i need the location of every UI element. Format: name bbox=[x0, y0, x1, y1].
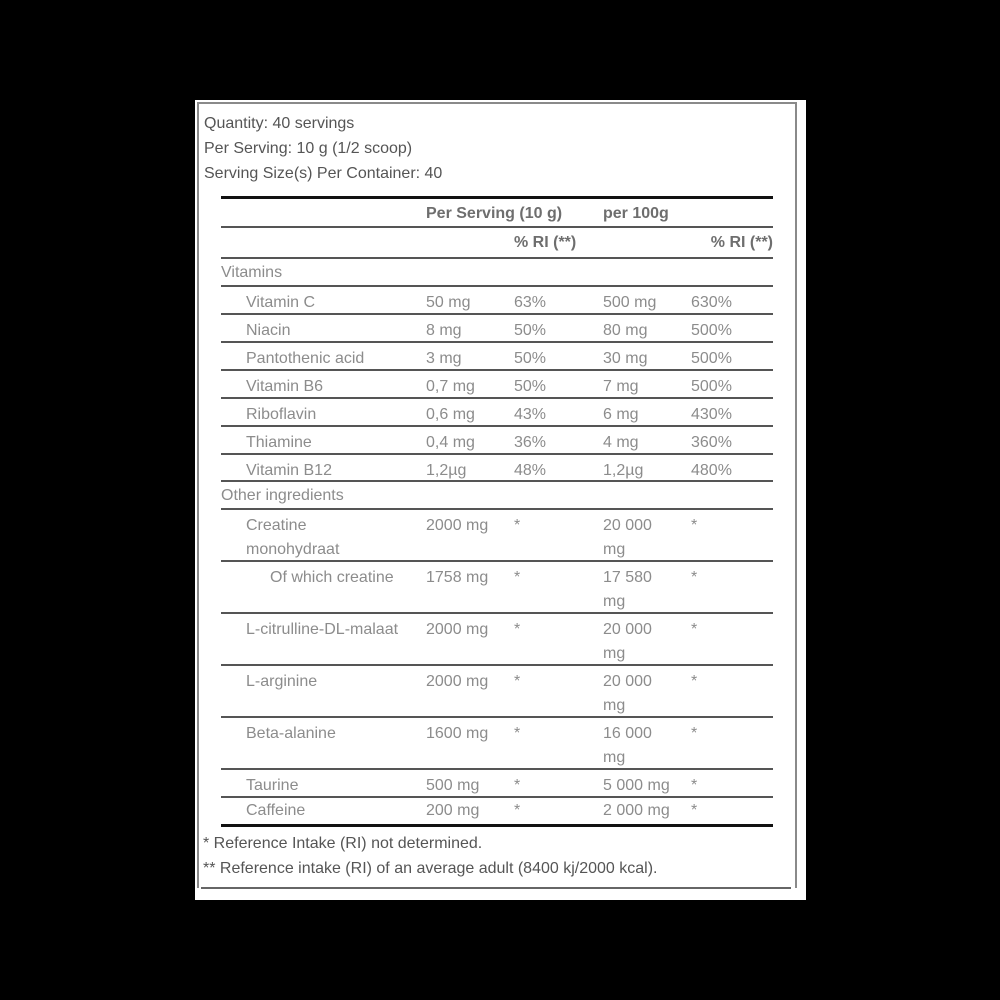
per-100g-value: 16 000 mg bbox=[603, 725, 652, 766]
table-row bbox=[221, 315, 773, 343]
column-header-per-100g: per 100g bbox=[603, 205, 669, 222]
ri-serving-value: * bbox=[514, 569, 521, 586]
section-header-other-ingredients bbox=[221, 482, 773, 510]
ri-100g-value: * bbox=[691, 569, 698, 586]
ri-serving-value: * bbox=[514, 517, 521, 534]
ri-100g-value: * bbox=[691, 777, 698, 794]
per-serving-value: 2000 mg bbox=[426, 621, 489, 638]
per-100g-value: 17 580 mg bbox=[603, 569, 652, 610]
column-header-ri-serving: % RI (**) bbox=[514, 234, 577, 251]
per-serving-value: 1758 mg bbox=[426, 569, 489, 586]
footnote-ri-not-determined: * Reference Intake (RI) not determined. bbox=[203, 835, 483, 852]
ri-serving-value: 50% bbox=[514, 322, 547, 339]
table-row bbox=[221, 343, 773, 371]
ingredient-name: Caffeine bbox=[246, 802, 306, 819]
per-serving-value: 500 mg bbox=[426, 777, 480, 794]
ri-100g-value: 500% bbox=[691, 378, 732, 395]
ri-serving-value: * bbox=[514, 673, 521, 690]
ri-100g-value: * bbox=[691, 725, 698, 742]
per-serving-value: 8 mg bbox=[426, 322, 462, 339]
table-header-row bbox=[221, 196, 773, 228]
section-title: Other ingredients bbox=[221, 487, 344, 504]
column-header-per-serving: Per Serving (10 g) bbox=[426, 205, 563, 222]
per-100g-value: 20 000 mg bbox=[603, 621, 652, 662]
column-header-ri-100g: % RI (**) bbox=[710, 234, 773, 251]
ri-serving-value: 63% bbox=[514, 294, 547, 311]
per-serving-value: 0,4 mg bbox=[426, 434, 475, 451]
ri-100g-value: 430% bbox=[691, 406, 732, 423]
per-serving-text: Per Serving: 10 g (1/2 scoop) bbox=[204, 140, 413, 157]
ri-100g-value: 360% bbox=[691, 434, 732, 451]
table-row bbox=[221, 371, 773, 399]
per-100g-value: 500 mg bbox=[603, 294, 657, 311]
ri-serving-value: * bbox=[514, 725, 521, 742]
ingredient-name: Vitamin B6 bbox=[246, 378, 324, 395]
per-serving-value: 2000 mg bbox=[426, 673, 489, 690]
section-header-vitamins bbox=[221, 259, 773, 287]
section-title: Vitamins bbox=[221, 264, 283, 281]
table-row bbox=[221, 798, 773, 827]
ingredient-name: Riboflavin bbox=[246, 406, 317, 423]
per-100g-value: 1,2µg bbox=[603, 462, 644, 479]
per-100g-value: 6 mg bbox=[603, 406, 639, 423]
ingredient-name: Creatine monohydraat bbox=[246, 517, 340, 558]
per-100g-value: 20 000 mg bbox=[603, 517, 652, 558]
per-serving-value: 2000 mg bbox=[426, 517, 489, 534]
ri-serving-value: * bbox=[514, 621, 521, 638]
ingredient-name: L-arginine bbox=[246, 673, 318, 690]
ri-100g-value: * bbox=[691, 621, 698, 638]
ri-serving-value: 50% bbox=[514, 378, 547, 395]
ingredient-name: Niacin bbox=[246, 322, 291, 339]
ri-100g-value: 480% bbox=[691, 462, 732, 479]
ri-serving-value: * bbox=[514, 802, 521, 819]
table-row bbox=[221, 510, 773, 562]
table-row bbox=[221, 666, 773, 718]
ri-serving-value: 50% bbox=[514, 350, 547, 367]
per-100g-value: 5 000 mg bbox=[603, 777, 670, 794]
ingredient-name: Thiamine bbox=[246, 434, 312, 451]
table-row bbox=[221, 614, 773, 666]
per-serving-value: 1600 mg bbox=[426, 725, 489, 742]
nutrition-label-panel bbox=[195, 100, 806, 900]
footnote-ri-average-adult: ** Reference intake (RI) of an average adult (8400 kj/2000 kcal). bbox=[203, 860, 658, 877]
ingredient-name: Taurine bbox=[246, 777, 299, 794]
ingredient-name: Pantothenic acid bbox=[246, 350, 365, 367]
per-serving-value: 0,7 mg bbox=[426, 378, 475, 395]
table-row bbox=[221, 427, 773, 455]
per-serving-value: 1,2µg bbox=[426, 462, 467, 479]
ri-100g-value: 500% bbox=[691, 322, 732, 339]
ingredient-name: Vitamin B12 bbox=[246, 462, 332, 479]
per-serving-value: 3 mg bbox=[426, 350, 462, 367]
ri-serving-value: 48% bbox=[514, 462, 547, 479]
servings-per-container-text: Serving Size(s) Per Container: 40 bbox=[204, 165, 443, 182]
ri-serving-value: 36% bbox=[514, 434, 547, 451]
ri-100g-value: 500% bbox=[691, 350, 732, 367]
per-100g-value: 80 mg bbox=[603, 322, 648, 339]
ri-100g-value: 630% bbox=[691, 294, 732, 311]
per-100g-value: 20 000 mg bbox=[603, 673, 652, 714]
table-subheader-row bbox=[221, 228, 773, 259]
ingredient-name: Of which creatine bbox=[270, 569, 394, 586]
ri-serving-value: * bbox=[514, 777, 521, 794]
ri-serving-value: 43% bbox=[514, 406, 547, 423]
table-row bbox=[221, 399, 773, 427]
per-100g-value: 30 mg bbox=[603, 350, 648, 367]
ri-100g-value: * bbox=[691, 673, 698, 690]
per-serving-value: 50 mg bbox=[426, 294, 471, 311]
ri-100g-value: * bbox=[691, 517, 698, 534]
per-100g-value: 4 mg bbox=[603, 434, 639, 451]
table-row bbox=[221, 287, 773, 315]
ri-100g-value: * bbox=[691, 802, 698, 819]
ingredient-name: Beta-alanine bbox=[246, 725, 336, 742]
label-frame-bottom-rule bbox=[201, 887, 791, 889]
per-100g-value: 2 000 mg bbox=[603, 802, 670, 819]
table-row bbox=[221, 718, 773, 770]
per-serving-value: 200 mg bbox=[426, 802, 480, 819]
quantity-text: Quantity: 40 servings bbox=[204, 115, 355, 132]
table-row bbox=[221, 770, 773, 798]
ingredient-name: Vitamin C bbox=[246, 294, 316, 311]
ingredient-name: L-citrulline-DL-malaat bbox=[246, 621, 399, 638]
per-100g-value: 7 mg bbox=[603, 378, 639, 395]
table-row bbox=[221, 455, 773, 482]
nutrition-table bbox=[221, 196, 773, 827]
table-row bbox=[221, 562, 773, 614]
per-serving-value: 0,6 mg bbox=[426, 406, 475, 423]
